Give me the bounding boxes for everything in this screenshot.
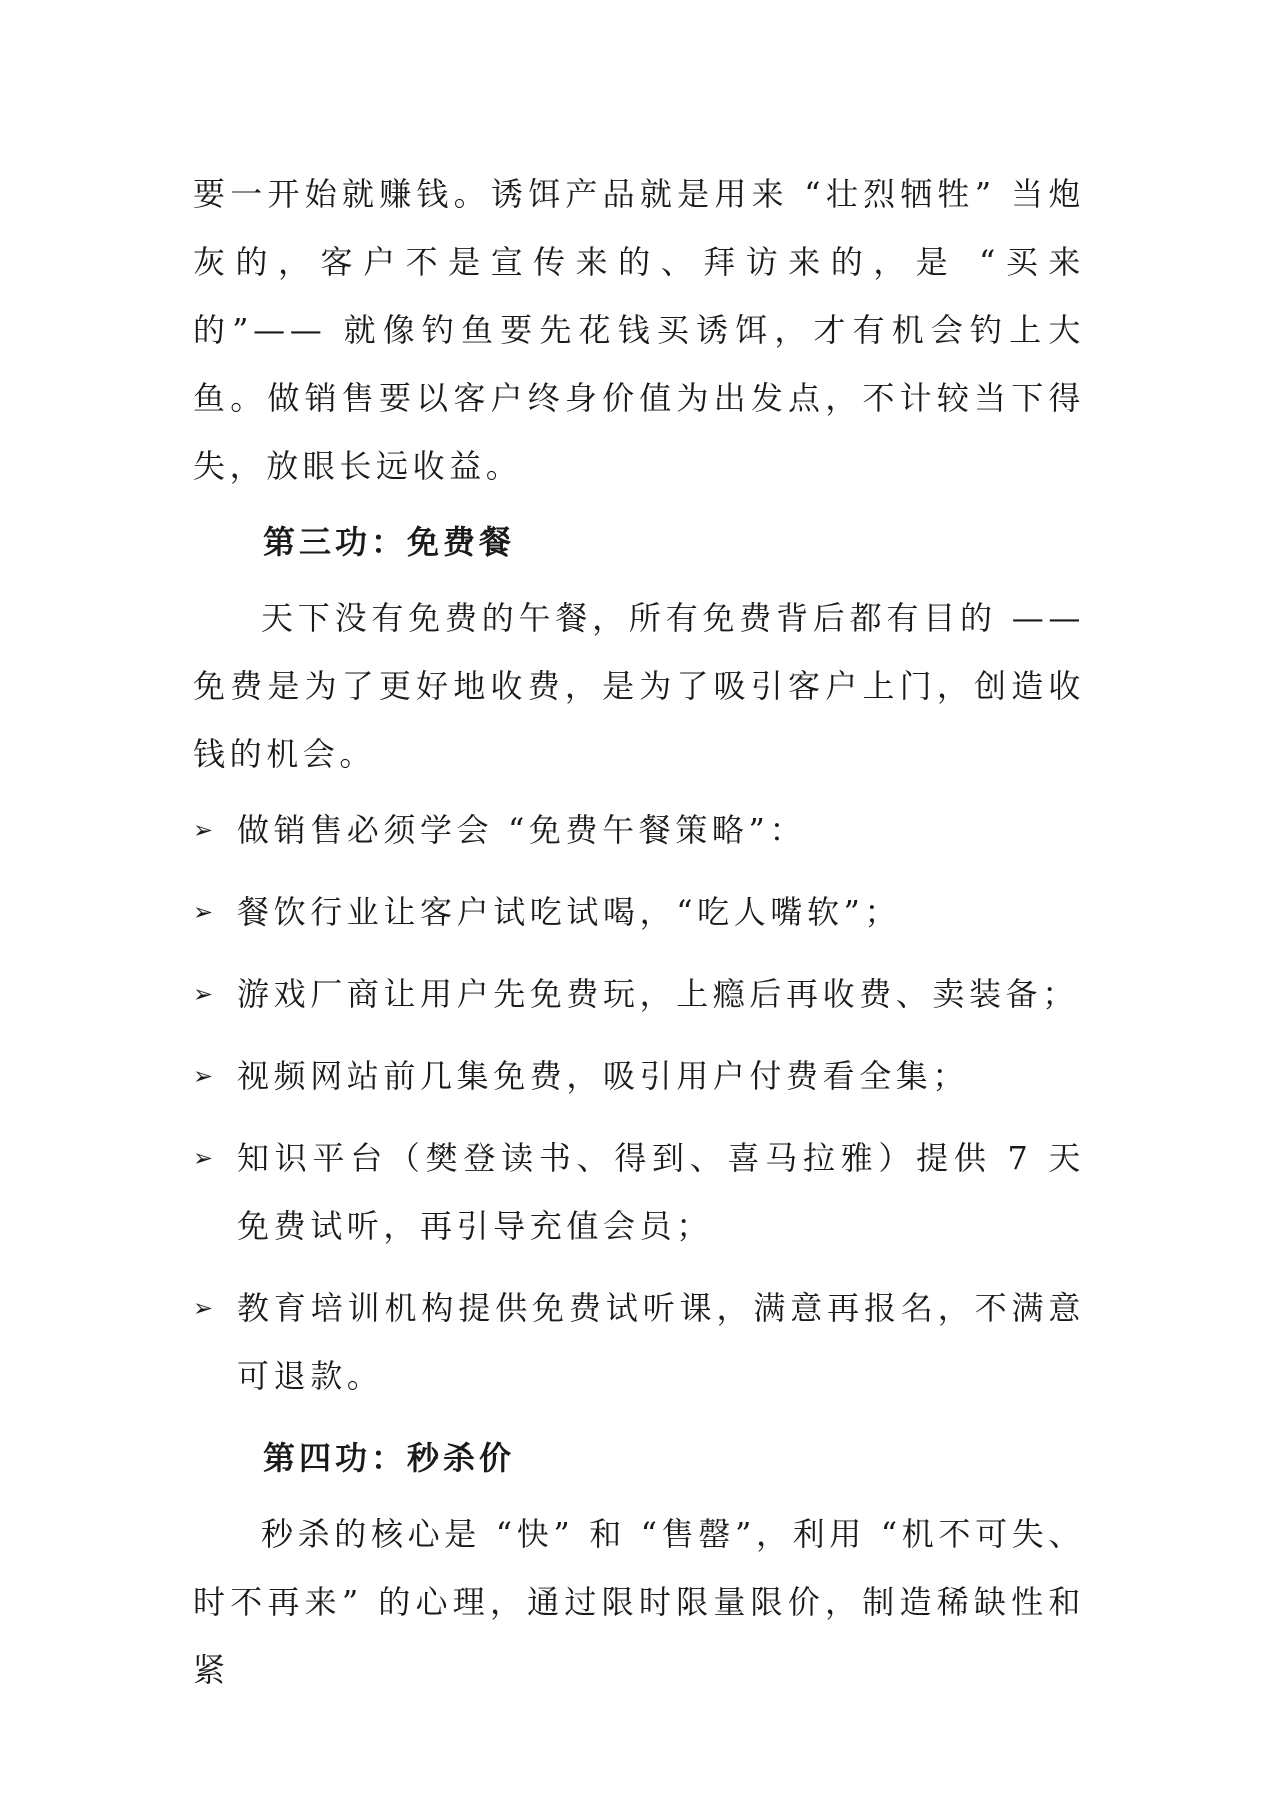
heading-fourth-skill: 第四功：秒杀价	[263, 1439, 516, 1477]
list-item	[193, 960, 1085, 1028]
free-lunch-list	[193, 796, 1085, 1410]
arrow-bullet-icon: ➢	[193, 816, 214, 844]
list-item-text: 餐饮行业让客户试吃试喝，“吃人嘴软”；	[237, 893, 902, 931]
list-item-text: 教育培训机构提供免费试听课，满意再报名，不满意可退款。	[237, 1289, 1085, 1395]
list-item	[193, 878, 1085, 946]
arrow-bullet-icon: ➢	[193, 1294, 214, 1322]
arrow-bullet-icon: ➢	[193, 1062, 214, 1090]
paragraph-bait-product: 要一开始就赚钱。诱饵产品就是用来 “壮烈牺牲” 当炮灰的，客户不是宣传来的、拜访来的，是 “买来的”—— 就像钓鱼要先花钱买诱饵，才有机会钓上大鱼。做销售要以客户终身价值为出发点，不计较当下得失，放眼长远收益。	[193, 175, 1085, 485]
arrow-bullet-icon: ➢	[193, 980, 214, 1008]
heading-third-skill: 第三功：免费餐	[263, 523, 516, 561]
list-item	[193, 796, 1085, 864]
list-item-text: 游戏厂商让用户先免费玩，上瘾后再收费、卖装备；	[237, 975, 1079, 1013]
list-item	[193, 1274, 1085, 1410]
document-body	[193, 160, 1085, 1712]
paragraph-flash-sale: 秒杀的核心是 “快” 和 “售罄”，利用 “机不可失、时不再来” 的心理，通过限时限量限价，制造稀缺性和紧	[193, 1515, 1085, 1689]
list-item	[193, 1124, 1085, 1260]
arrow-bullet-icon: ➢	[193, 1144, 214, 1172]
list-item-text: 知识平台（樊登读书、得到、喜马拉雅）提供 7 天免费试听，再引导充值会员；	[237, 1139, 1085, 1245]
list-item	[193, 1042, 1085, 1110]
arrow-bullet-icon: ➢	[193, 898, 214, 926]
paragraph-free-lunch: 天下没有免费的午餐，所有免费背后都有目的 —— 免费是为了更好地收费，是为了吸引客户上门，创造收钱的机会。	[193, 599, 1085, 773]
list-item-text: 视频网站前几集免费，吸引用户付费看全集；	[237, 1057, 970, 1095]
list-item-text: 做销售必须学会 “免费午餐策略”：	[237, 811, 807, 849]
